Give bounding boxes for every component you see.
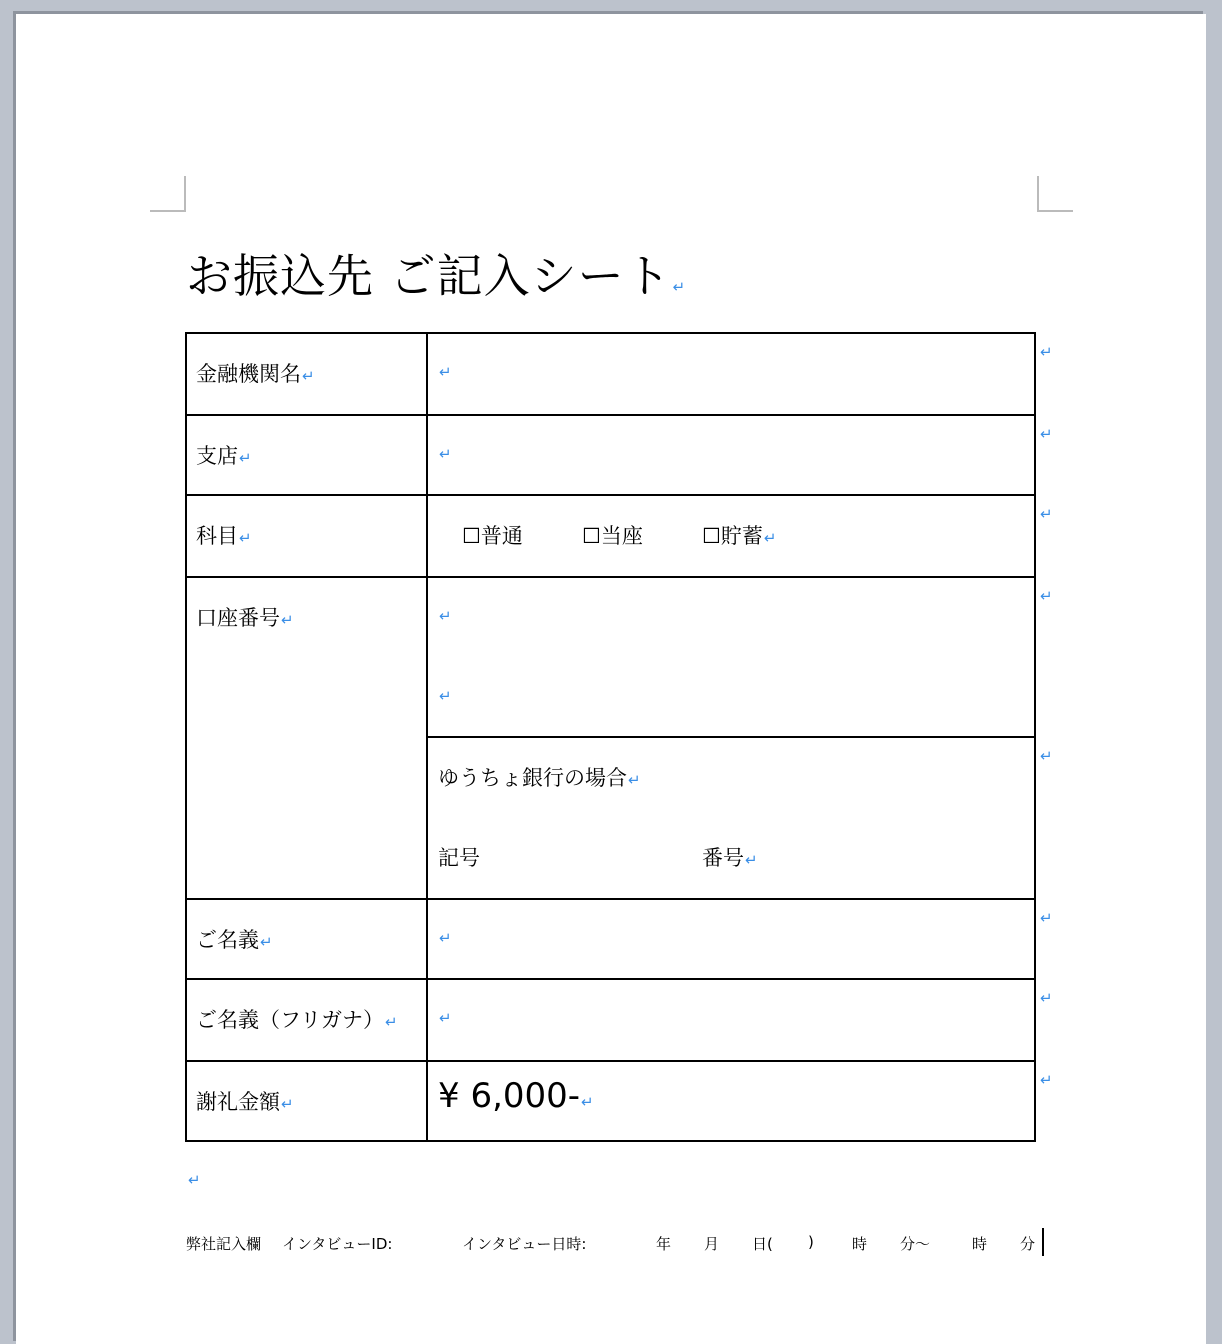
checkbox-futsu[interactable]: ☐普通 [462, 524, 523, 548]
crop-mark [1037, 176, 1073, 212]
yucho-number[interactable]: 番号↵ [702, 846, 758, 870]
label-account-type: 科目↵ [196, 524, 252, 548]
label-bank: 金融機関名↵ [196, 362, 315, 386]
page-title[interactable]: お振込先 ご記入シート↵ [186, 249, 687, 303]
row-end-mark: ↵ [1040, 587, 1053, 605]
paragraph-mark: ↵ [188, 1171, 201, 1189]
input-name[interactable]: ↵ [439, 929, 452, 947]
text-cursor [1042, 1228, 1044, 1256]
input-account-number-2[interactable]: ↵ [439, 687, 452, 705]
row-end-mark: ↵ [1040, 505, 1053, 523]
document-page [16, 14, 1206, 1344]
fee-value: ¥ 6,000-↵ [438, 1076, 594, 1116]
input-account-number[interactable]: ↵ [439, 607, 452, 625]
label-fee: 謝礼金額↵ [196, 1090, 294, 1114]
yucho-symbol[interactable]: 記号 [438, 846, 480, 870]
input-branch[interactable]: ↵ [439, 445, 452, 463]
row-end-mark: ↵ [1040, 1071, 1053, 1089]
row-end-mark: ↵ [1040, 909, 1053, 927]
yucho-heading: ゆうちょ銀行の場合↵ [438, 766, 641, 790]
checkbox-chochiku[interactable]: ☐貯蓄↵ [702, 524, 777, 548]
row-end-mark: ↵ [1040, 425, 1053, 443]
row-end-mark: ↵ [1040, 343, 1053, 361]
label-name: ご名義↵ [196, 928, 273, 952]
label-account-number: 口座番号↵ [196, 606, 294, 630]
row-end-mark: ↵ [1040, 747, 1053, 765]
label-name-kana: ご名義（フリガナ）↵ [196, 1008, 398, 1032]
crop-mark [150, 176, 186, 212]
label-branch: 支店↵ [196, 444, 252, 468]
input-bank[interactable]: ↵ [439, 363, 452, 381]
row-end-mark: ↵ [1040, 989, 1053, 1007]
checkbox-toza[interactable]: ☐当座 [582, 524, 643, 548]
input-name-kana[interactable]: ↵ [439, 1009, 452, 1027]
